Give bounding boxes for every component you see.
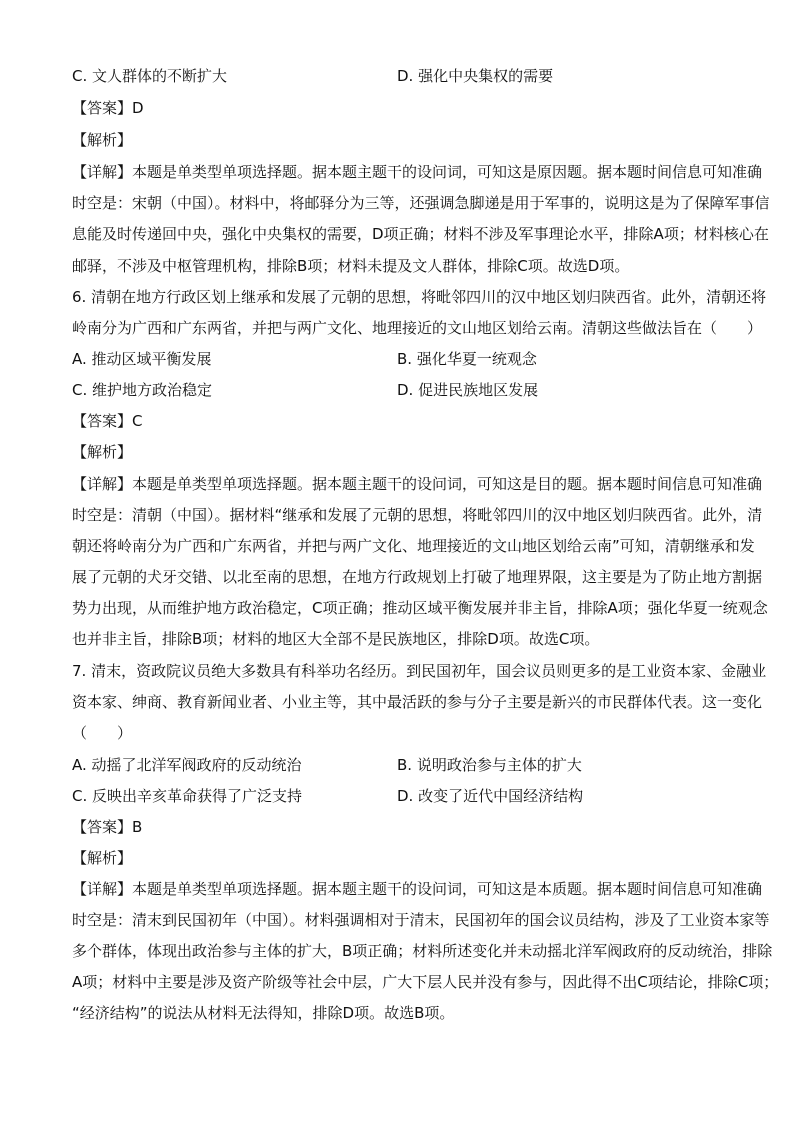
q7-option-d: D. 改变了近代中国经济结构 — [397, 787, 584, 805]
q6-detail-line: 朝还将岭南分为广西和广东两省，并把与两广文化、地理接近的文山地区划给云南”可知，清朝继承和发 — [72, 537, 755, 555]
q5-analysis-label: 【解析】 — [72, 131, 133, 149]
q7-option-a: A. 动摇了北洋军阀政府的反动统治 — [72, 756, 302, 774]
q5-detail-line — [72, 162, 763, 182]
q6-detail-line: 也并非主旨，排除B项；材料的地区大全部不是民族地区，排除D项。故选C项。 — [72, 630, 600, 648]
q7-stem-line: 资本家、绅商、教育新闻业者、小业主等，其中最活跃的参与分子主要是新兴的市民群体代表。这一变化 — [72, 693, 763, 711]
detail-text: 本题是单类型单项选择题。据本题主题干的设问词，可知这是目的题。据本题时间信息可知准确 — [132, 475, 763, 493]
q6-option-d: D. 促进民族地区发展 — [397, 381, 539, 399]
q6-stem-line: 6. 清朝在地方行政区划上继承和发展了元朝的思想，将毗邻四川的汉中地区划归陕西省。此外，清朝还将 — [72, 288, 767, 306]
q7-detail-line: “经济结构”的说法从材料无法得知，排除D项。故选B项。 — [72, 1004, 455, 1022]
q7-stem-line: 7. 清末，资政院议员绝大多数具有科举功名经历。到民国初年，国会议员则更多的是工业资本家、金融业 — [72, 662, 767, 680]
q5-detail-line: 邮驿，不涉及中枢管理机构，排除B项；材料未提及文人群体，排除C项。故选D项。 — [72, 257, 630, 275]
detail-label: 【详解】 — [72, 163, 133, 181]
q6-detail-line — [72, 474, 763, 494]
q7-stem-line: （ ） — [72, 724, 133, 742]
q6-analysis-label: 【解析】 — [72, 443, 133, 461]
q6-detail-line: 时空是：清朝（中国）。据材料“继承和发展了元朝的思想，将毗邻四川的汉中地区划归陕西省。此外，清 — [72, 506, 763, 524]
q6-stem-line: 岭南分为广西和广东两省，并把与两广文化、地理接近的文山地区划给云南。清朝这些做法旨在（ ） — [72, 319, 763, 337]
q5-detail-line: 时空是：宋朝（中国）。材料中，将邮驿分为三等，还强调急脚递是用于军事的，说明这是为了保障军事信 — [72, 194, 770, 212]
answer-value: D — [132, 99, 144, 117]
answer-value: B — [132, 818, 143, 836]
answer-label: 【答案】 — [72, 99, 133, 117]
q6-option-a: A. 推动区域平衡发展 — [72, 350, 212, 368]
q5-option-d: D. 强化中央集权的需要 — [397, 67, 554, 85]
answer-label: 【答案】 — [72, 818, 133, 836]
q7-answer — [72, 817, 722, 837]
answer-value: C — [132, 412, 143, 430]
q7-detail-line — [72, 879, 763, 899]
q7-option-b: B. 说明政治参与主体的扩大 — [397, 756, 582, 774]
q7-detail-line: 多个群体，体现出政治参与主体的扩大，B项正确；材料所述变化并未动摇北洋军阀政府的反动统治，排除 — [72, 942, 773, 960]
detail-label: 【详解】 — [72, 475, 133, 493]
detail-label: 【详解】 — [72, 880, 133, 898]
q5-detail-line: 息能及时传递回中央，强化中央集权的需要，D项正确；材料不涉及军事理论水平，排除A项；材料核心在 — [72, 225, 769, 243]
q6-option-c: C. 维护地方政治稳定 — [72, 381, 213, 399]
q7-option-c: C. 反映出辛亥革命获得了广泛支持 — [72, 787, 303, 805]
q6-option-b: B. 强化华夏一统观念 — [397, 350, 537, 368]
q6-answer — [72, 411, 722, 431]
detail-text: 本题是单类型单项选择题。据本题主题干的设问词，可知这是原因题。据本题时间信息可知准确 — [132, 163, 763, 181]
q6-detail-line: 势力出现，从而维护地方政治稳定，C项正确；推动区域平衡发展并非主旨，排除A项；强化华夏一统观念 — [72, 599, 768, 617]
answer-label: 【答案】 — [72, 412, 133, 430]
q7-analysis-label: 【解析】 — [72, 849, 133, 867]
q5-option-c: C. 文人群体的不断扩大 — [72, 67, 228, 85]
q7-detail-line: A项；材料中主要是涉及资产阶级等社会中层，广大下层人民并没有参与，因此得不出C项结论，排除C项； — [72, 973, 779, 991]
q7-detail-line: 时空是：清末到民国初年（中国）。材料强调相对于清末，民国初年的国会议员结构，涉及了工业资本家等 — [72, 911, 770, 929]
detail-text: 本题是单类型单项选择题。据本题主题干的设问词，可知这是本质题。据本题时间信息可知准确 — [132, 880, 763, 898]
q5-answer — [72, 98, 722, 118]
q6-detail-line: 展了元朝的犬牙交错、以北至南的思想，在地方行政规划上打破了地理界限，这主要是为了防止地方割据 — [72, 568, 763, 586]
